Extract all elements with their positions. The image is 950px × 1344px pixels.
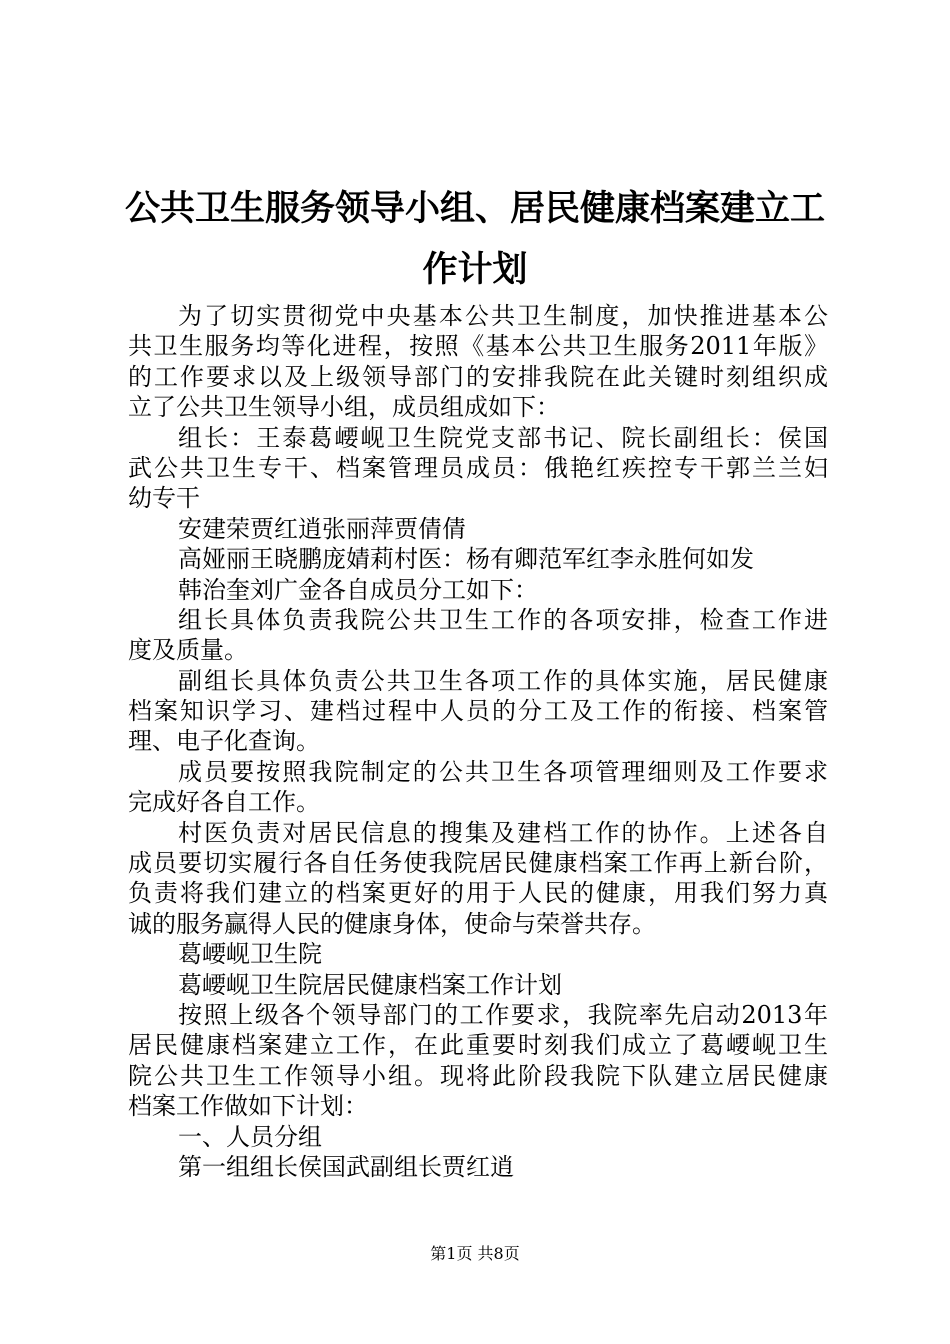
document-body — [128, 301, 828, 1182]
body-line: 档案工作做如下计划： — [128, 1092, 368, 1121]
body-line: 度及质量。 — [128, 636, 248, 665]
body-line: 成员要切实履行各自任务使我院居民健康档案工作再上新台阶， — [128, 849, 828, 878]
document-title-line-1: 公共卫生服务领导小组、居民健康档案建立工 — [124, 188, 825, 229]
document-title-line-2: 作计划 — [422, 249, 528, 290]
body-line: 档案知识学习、建档过程中人员的分工及工作的衔接、档案管 — [128, 697, 828, 726]
body-line: 武公共卫生专干、档案管理员成员：俄艳红疾控专干郭兰兰妇 — [128, 453, 828, 482]
body-line: 共卫生服务均等化进程，按照《基本公共卫生服务2011年版》 — [128, 332, 828, 361]
body-line: 葛崾岘卫生院居民健康档案工作计划 — [178, 970, 562, 999]
body-line: 高娅丽王晓鹏庞婧莉村医：杨有卿范军红李永胜何如发 — [178, 545, 754, 574]
page-number: 第1页 共8页 — [430, 1244, 520, 1263]
body-line: 立了公共卫生领导小组，成员组成如下： — [128, 393, 560, 422]
body-line: 韩治奎刘广金各自成员分工如下： — [178, 575, 538, 604]
page-footer — [0, 1243, 950, 1265]
body-line: 第一组组长侯国武副组长贾红逍 — [178, 1152, 514, 1181]
body-line: 诚的服务赢得人民的健康身体，使命与荣誉共存。 — [128, 909, 656, 938]
body-line: 居民健康档案建立工作，在此重要时刻我们成立了葛崾岘卫生 — [128, 1031, 828, 1060]
body-line: 负责将我们建立的档案更好的用于人民的健康，用我们努力真 — [128, 879, 828, 908]
body-line: 幼专干 — [128, 484, 200, 513]
body-line: 理、电子化查询。 — [128, 727, 320, 756]
body-line: 一、人员分组 — [178, 1122, 322, 1151]
body-line: 葛崾岘卫生院 — [178, 940, 322, 969]
body-line: 为了切实贯彻党中央基本公共卫生制度，加快推进基本公 — [178, 302, 828, 330]
body-line: 组长具体负责我院公共卫生工作的各项安排，检查工作进 — [178, 605, 828, 634]
body-line: 成员要按照我院制定的公共卫生各项管理细则及工作要求 — [178, 757, 828, 786]
body-line: 完成好各自工作。 — [128, 788, 320, 817]
body-line: 安建荣贾红逍张丽萍贾倩倩 — [178, 514, 466, 543]
body-line: 村医负责对居民信息的搜集及建档工作的协作。上述各自 — [178, 818, 828, 847]
body-line: 按照上级各个领导部门的工作要求，我院率先启动2013年 — [178, 1000, 828, 1029]
body-line: 组长：王泰葛崾岘卫生院党支部书记、院长副组长：侯国 — [178, 423, 828, 452]
body-line: 副组长具体负责公共卫生各项工作的具体实施，居民健康 — [178, 666, 828, 695]
body-line: 院公共卫生工作领导小组。现将此阶段我院下队建立居民健康 — [128, 1061, 828, 1090]
body-line: 的工作要求以及上级领导部门的安排我院在此关键时刻组织成 — [128, 362, 828, 391]
